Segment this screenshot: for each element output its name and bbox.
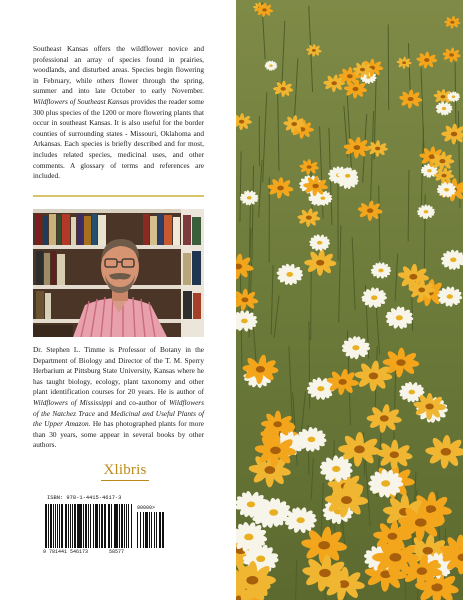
barcode-bar — [108, 504, 110, 548]
book-title-italic: Wildflowers of Southeast Kansas — [33, 96, 129, 106]
barcode-bar — [116, 504, 117, 548]
author-photo — [33, 209, 204, 337]
barcode-bar — [57, 504, 58, 548]
barcode-bar — [48, 504, 49, 548]
publisher-logo: Xlibris — [95, 462, 155, 482]
barcode-bars — [45, 504, 133, 548]
barcode-bar — [137, 512, 138, 548]
barcode-bar — [93, 504, 94, 548]
barcode-bar — [68, 504, 69, 548]
book-title-italic: Wildflowers of the Natchez Trace — [33, 397, 204, 418]
barcode-bar — [143, 512, 144, 548]
barcode-bar — [140, 512, 141, 548]
barcode-bar — [72, 504, 73, 548]
author-bio: Dr. Stephen L. Timme is Professor of Botany in the Department of Biology and Director of the T. M. Sperry Herbarium at Pittsburg State University, Kansas where he has taught biology, ecology, plant taxonomy and other plant identification courses for 20 years. He is author of Wildflowers of Mississippi and co-author of Wildflowers of the Natchez Trace and Medicinal and Useful Plants of the Upper Amazon. He has photographed plants for more than 30 years, some appear in several books by other authors. — [33, 345, 205, 450]
addon-label: 90000> — [137, 505, 156, 511]
barcode-bar — [162, 512, 164, 548]
flower-stem — [309, 321, 310, 409]
wildflower-photo — [236, 0, 463, 600]
barcode-bar — [154, 512, 155, 548]
barcode-bar — [62, 504, 63, 548]
barcode-bar — [119, 504, 120, 548]
barcode-bar — [80, 504, 82, 548]
barcode-bar — [146, 512, 148, 548]
barcode-bar — [88, 504, 89, 548]
section-divider — [33, 195, 204, 197]
barcode-bar — [151, 512, 152, 548]
barcode-digits: 9 781441 546173 58577 — [43, 549, 125, 555]
barcode-bar — [156, 512, 158, 548]
barcode-bar — [124, 504, 125, 548]
barcode-bar — [45, 504, 47, 548]
barcode-bar — [115, 504, 116, 548]
barcode-bar — [83, 504, 84, 548]
barcode-bar — [104, 504, 106, 548]
book-title-italic: Wildflowers of Mississippi — [33, 397, 113, 407]
barcode-bar — [126, 504, 127, 548]
flower-stem — [311, 264, 312, 340]
barcode-bar — [101, 504, 103, 548]
barcode-addon-bars — [137, 512, 163, 548]
barcode-bar — [131, 504, 132, 548]
isbn-label: ISBN: 978-1-4415-4617-3 — [47, 495, 122, 501]
book-title-italic: Medicinal and Useful Plants of the Upper Amazon. — [33, 408, 205, 429]
isbn-barcode — [33, 495, 167, 561]
barcode-bar — [111, 504, 112, 548]
barcode-bar — [90, 504, 91, 548]
book-description: Southeast Kansas offers the wildflower novice and professional an array of species found in prairies, woodlands, and disturbed areas. Species begin flowering in February, while others flower through the spring, summer and into late October to early November. Wildflowers of Southeast Kansas provides the reader some 300 plus species of the 1200 or more flowering plants that occur in southeast Kansas. It is also useful for the border counties of surrounding states - Missouri, Oklahoma and Arkansas. Each species is briefly described and for most, includes related species, medicinal uses, and other comments. A glossary of terms and references are included. — [33, 44, 205, 181]
barcode-bar — [66, 504, 67, 548]
barcode-bar — [128, 504, 129, 548]
barcode-bar — [99, 504, 100, 548]
barcode-bar — [160, 512, 161, 548]
barcode-bar — [149, 512, 150, 548]
barcode-bar — [74, 504, 76, 548]
barcode-bar — [53, 504, 54, 548]
